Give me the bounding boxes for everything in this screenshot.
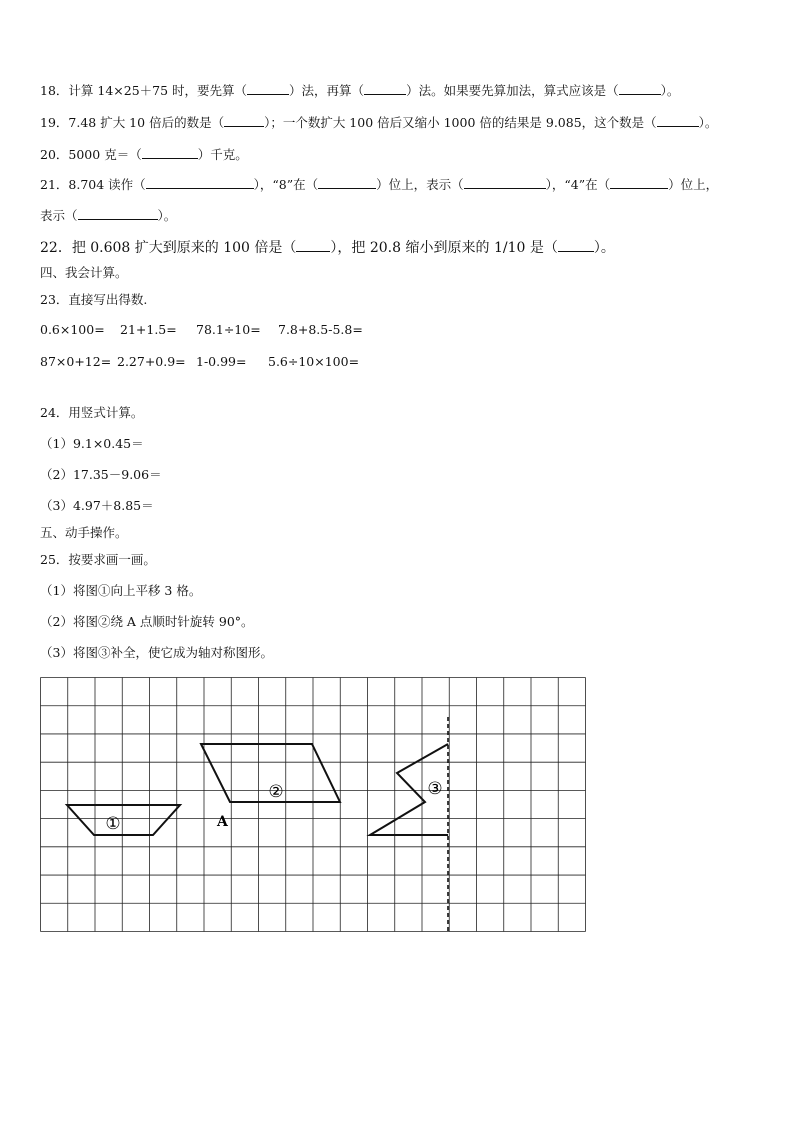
section-4-heading: 四、我会计算。: [40, 265, 128, 280]
calc-item: 1-0.99=: [196, 354, 247, 369]
answer-blank[interactable]: [464, 177, 546, 189]
answer-blank[interactable]: [142, 147, 198, 159]
drawing-grid[interactable]: [40, 677, 586, 932]
calc-item: 78.1÷10=: [196, 322, 261, 337]
question-23-title: 23．直接写出得数.: [40, 292, 148, 307]
calc-row-1: [40, 322, 368, 338]
point-a-label: A: [217, 814, 228, 830]
answer-blank[interactable]: [619, 83, 661, 95]
answer-blank[interactable]: [610, 177, 668, 189]
question-22: 22．把 0.608 扩大到原来的 100 倍是（ ），把 20.8 缩小到原来的 1/10 是（ ）。: [40, 240, 615, 256]
question-24-item-3: （3）4.97＋8.85＝: [40, 498, 154, 513]
section-5-heading: 五、动手操作。: [40, 525, 128, 540]
question-19: 19．7.48 扩大 10 倍后的数是（ ）；一个数扩大 100 倍后又缩小 1000 倍的结果是 9.085，这个数是（ ）。: [40, 115, 718, 130]
calc-item: 2.27+0.9=: [117, 354, 186, 369]
question-18: 18．计算 14×25＋75 时，要先算（ ）法，再算（ ）法。如果要先算加法，算式应该是（ ）。: [40, 83, 680, 98]
answer-blank[interactable]: [657, 115, 699, 127]
question-21-line2: 表示（ ）。: [40, 208, 177, 223]
answer-blank[interactable]: [78, 208, 158, 220]
question-21: 21．8.704 读作（ ），“8”在（ ）位上，表示（ ），“4”在（ ）位上，: [40, 177, 719, 192]
calc-row-2: [40, 354, 358, 370]
calc-item: 5.6÷10×100=: [268, 354, 360, 369]
answer-blank[interactable]: [224, 115, 264, 127]
answer-blank[interactable]: [364, 83, 406, 95]
shape-2-label: ②: [268, 782, 284, 802]
shape-1-label: ①: [105, 814, 121, 834]
question-24-item-2: （2）17.35－9.06＝: [40, 467, 162, 482]
calc-item: 0.6×100=: [40, 322, 105, 337]
answer-blank[interactable]: [558, 240, 594, 252]
question-24-title: 24．用竖式计算。: [40, 405, 144, 420]
question-20: 20．5000 克＝（ ）千克。: [40, 147, 248, 162]
question-25-item-3: （3）将图③补全，使它成为轴对称图形。: [40, 645, 273, 660]
answer-blank[interactable]: [247, 83, 289, 95]
answer-blank[interactable]: [296, 240, 330, 252]
question-25-item-1: （1）将图①向上平移 3 格。: [40, 583, 202, 598]
question-24-item-1: （1）9.1×0.45＝: [40, 436, 144, 451]
calc-item: 7.8+8.5-5.8=: [278, 322, 363, 337]
calc-item: 21+1.5=: [120, 322, 177, 337]
shape-3-label: ③: [427, 779, 443, 799]
answer-blank[interactable]: [146, 177, 254, 189]
answer-blank[interactable]: [318, 177, 376, 189]
question-25-item-2: （2）将图②绕 A 点顺时针旋转 90°。: [40, 614, 254, 629]
question-25-title: 25．按要求画一画。: [40, 552, 156, 567]
calc-item: 87×0+12=: [40, 354, 112, 369]
shape-1-trapezoid: [67, 805, 180, 835]
